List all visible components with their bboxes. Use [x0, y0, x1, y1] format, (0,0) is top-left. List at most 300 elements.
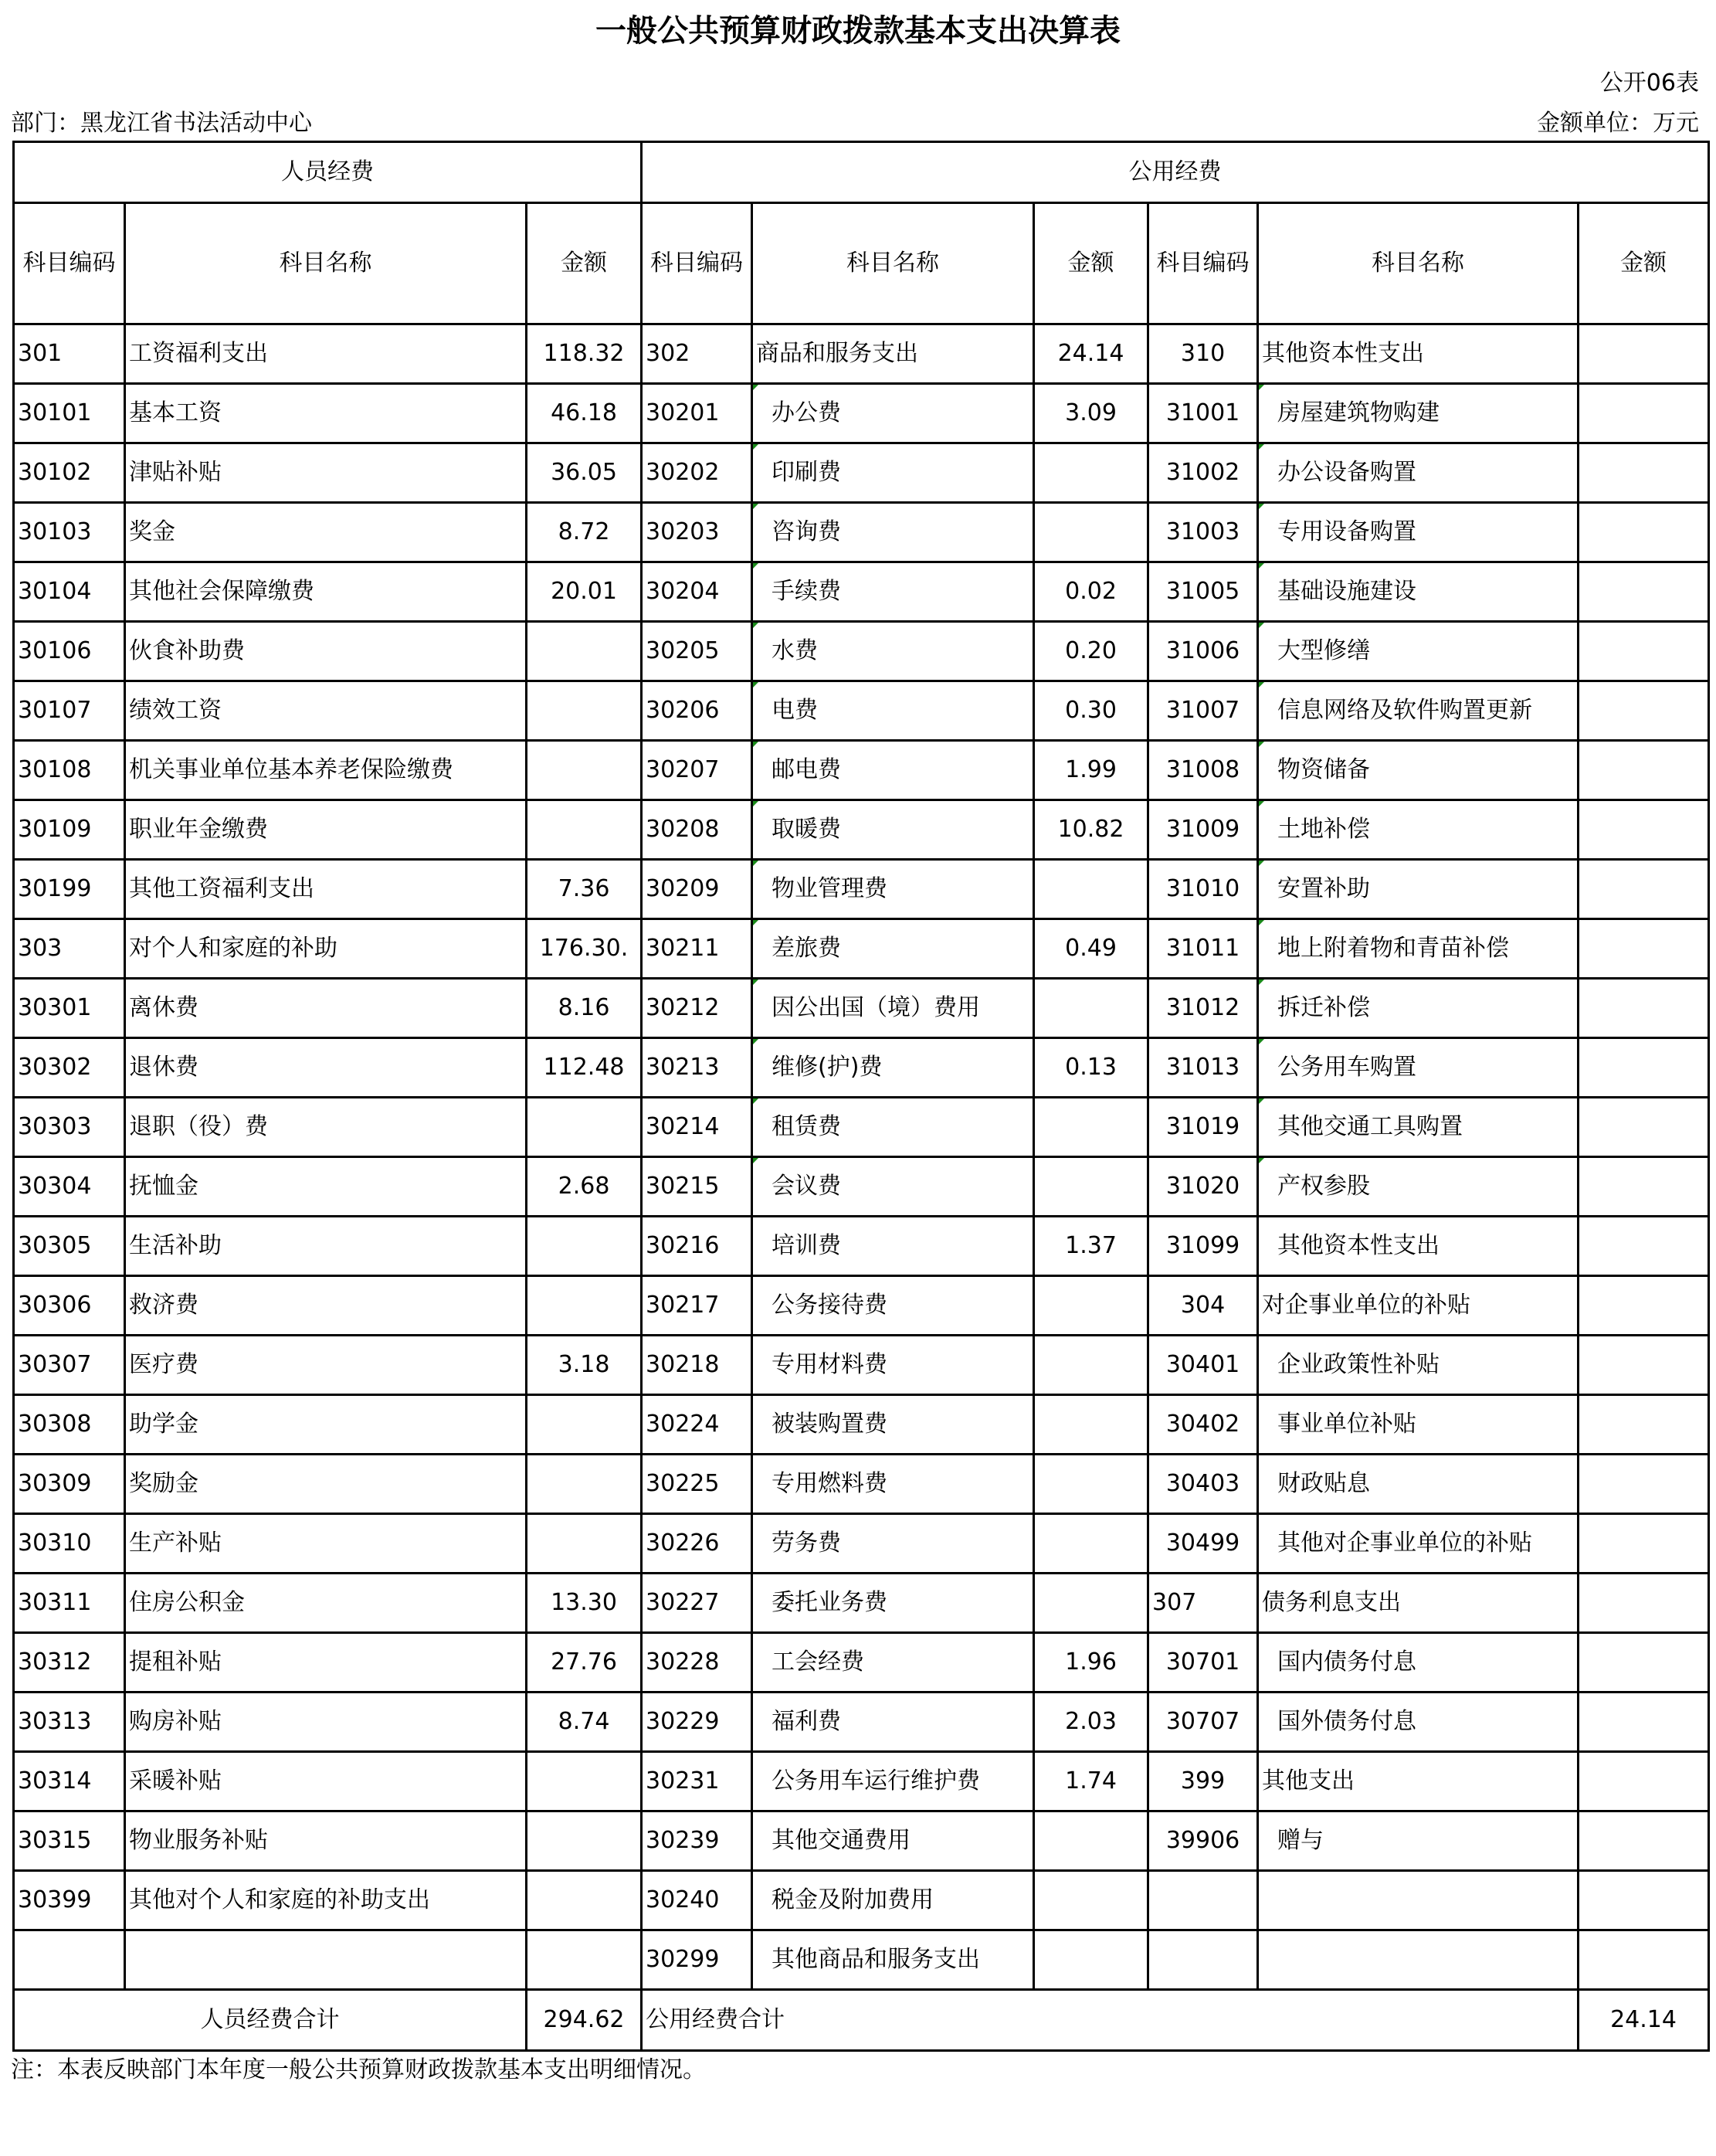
personnel-name: 提租补贴	[125, 1633, 527, 1693]
public-amount	[1034, 1157, 1148, 1217]
personnel-name: 退休费	[125, 1038, 527, 1098]
public-code: 30231	[642, 1752, 752, 1811]
col-header-amount: 金额	[1579, 203, 1709, 324]
personnel-code: 30315	[14, 1811, 125, 1871]
personnel-total-label: 人员经费合计	[14, 1990, 527, 2051]
public-amount	[1034, 1455, 1148, 1514]
capital-name: 财政贴息	[1258, 1455, 1579, 1514]
personnel-code: 30309	[14, 1455, 125, 1514]
capital-code: 31008	[1148, 741, 1258, 800]
capital-name: 公务用车购置	[1258, 1038, 1579, 1098]
public-amount	[1034, 1811, 1148, 1871]
capital-code: 31020	[1148, 1157, 1258, 1217]
public-amount	[1034, 1336, 1148, 1395]
capital-code: 30701	[1148, 1633, 1258, 1693]
public-code: 30227	[642, 1574, 752, 1633]
capital-code: 31013	[1148, 1038, 1258, 1098]
table-row	[14, 800, 1709, 860]
public-name: 其他商品和服务支出	[752, 1930, 1034, 1990]
personnel-name: 物业服务补贴	[125, 1811, 527, 1871]
capital-name: 地上附着物和青苗补偿	[1258, 919, 1579, 979]
capital-code: 31012	[1148, 979, 1258, 1038]
capital-code: 31010	[1148, 860, 1258, 919]
public-code: 30214	[642, 1098, 752, 1157]
public-name: 水费	[752, 622, 1034, 681]
capital-amount	[1579, 1693, 1709, 1752]
public-name: 商品和服务支出	[752, 324, 1034, 384]
col-header-name: 科目名称	[1258, 203, 1579, 324]
page-title: 一般公共预算财政拨款基本支出决算表	[595, 13, 1121, 49]
public-code: 30213	[642, 1038, 752, 1098]
personnel-name: 救济费	[125, 1276, 527, 1336]
personnel-name: 其他工资福利支出	[125, 860, 527, 919]
table-row	[14, 384, 1709, 443]
public-code: 30211	[642, 919, 752, 979]
capital-amount	[1579, 1455, 1709, 1514]
public-amount: 0.13	[1034, 1038, 1148, 1098]
public-name: 税金及附加费用	[752, 1871, 1034, 1930]
capital-name: 其他资本性支出	[1258, 1217, 1579, 1276]
capital-code: 30707	[1148, 1693, 1258, 1752]
capital-name: 债务利息支出	[1258, 1574, 1579, 1633]
public-name: 电费	[752, 681, 1034, 741]
capital-amount	[1579, 1811, 1709, 1871]
capital-amount	[1579, 324, 1709, 384]
table-row	[14, 562, 1709, 622]
public-name: 印刷费	[752, 443, 1034, 503]
capital-code: 31001	[1148, 384, 1258, 443]
capital-code: 31007	[1148, 681, 1258, 741]
capital-amount	[1579, 860, 1709, 919]
capital-code: 30402	[1148, 1395, 1258, 1455]
capital-amount	[1579, 1038, 1709, 1098]
capital-amount	[1579, 1574, 1709, 1633]
table-row	[14, 1455, 1709, 1514]
public-name: 维修(护)费	[752, 1038, 1034, 1098]
personnel-name: 生活补助	[125, 1217, 527, 1276]
table-row	[14, 1693, 1709, 1752]
personnel-code: 30107	[14, 681, 125, 741]
personnel-amount	[527, 1930, 642, 1990]
capital-code: 31019	[1148, 1098, 1258, 1157]
personnel-code: 30109	[14, 800, 125, 860]
personnel-amount	[527, 1217, 642, 1276]
public-code: 30226	[642, 1514, 752, 1574]
personnel-name	[125, 1930, 527, 1990]
capital-code: 30403	[1148, 1455, 1258, 1514]
personnel-code: 303	[14, 919, 125, 979]
public-total-amount: 24.14	[1579, 1990, 1709, 2051]
personnel-name: 工资福利支出	[125, 324, 527, 384]
capital-name: 其他资本性支出	[1258, 324, 1579, 384]
public-name: 被装购置费	[752, 1395, 1034, 1455]
personnel-amount	[527, 1811, 642, 1871]
public-name: 因公出国（境）费用	[752, 979, 1034, 1038]
capital-amount	[1579, 800, 1709, 860]
public-name: 公务用车运行维护费	[752, 1752, 1034, 1811]
public-code: 30216	[642, 1217, 752, 1276]
personnel-name: 绩效工资	[125, 681, 527, 741]
table-row	[14, 741, 1709, 800]
personnel-code: 30306	[14, 1276, 125, 1336]
capital-code: 31009	[1148, 800, 1258, 860]
table-row	[14, 860, 1709, 919]
personnel-name: 离休费	[125, 979, 527, 1038]
capital-name: 土地补偿	[1258, 800, 1579, 860]
public-code: 30215	[642, 1157, 752, 1217]
personnel-amount: 2.68	[527, 1157, 642, 1217]
capital-name: 赠与	[1258, 1811, 1579, 1871]
public-amount: 10.82	[1034, 800, 1148, 860]
personnel-code: 30399	[14, 1871, 125, 1930]
personnel-code: 30101	[14, 384, 125, 443]
capital-amount	[1579, 1098, 1709, 1157]
capital-amount	[1579, 1217, 1709, 1276]
capital-code: 31011	[1148, 919, 1258, 979]
capital-amount	[1579, 1336, 1709, 1395]
section-personnel: 人员经费	[14, 142, 642, 203]
personnel-amount: 13.30	[527, 1574, 642, 1633]
col-header-code: 科目编码	[14, 203, 125, 324]
table-row	[14, 1752, 1709, 1811]
public-amount	[1034, 1395, 1148, 1455]
capital-amount	[1579, 1514, 1709, 1574]
personnel-code: 30302	[14, 1038, 125, 1098]
capital-code: 30499	[1148, 1514, 1258, 1574]
personnel-total-amount: 294.62	[527, 1990, 642, 2051]
section-header-row	[14, 142, 1709, 203]
public-name: 专用燃料费	[752, 1455, 1034, 1514]
public-amount	[1034, 503, 1148, 562]
capital-name: 国外债务付息	[1258, 1693, 1579, 1752]
public-amount: 1.37	[1034, 1217, 1148, 1276]
personnel-amount: 27.76	[527, 1633, 642, 1693]
public-code: 30240	[642, 1871, 752, 1930]
personnel-name: 采暖补贴	[125, 1752, 527, 1811]
personnel-code: 30305	[14, 1217, 125, 1276]
personnel-code: 301	[14, 324, 125, 384]
personnel-name: 医疗费	[125, 1336, 527, 1395]
capital-name: 专用设备购置	[1258, 503, 1579, 562]
expenditure-table	[12, 141, 1710, 2052]
public-code: 30218	[642, 1336, 752, 1395]
public-amount	[1034, 1514, 1148, 1574]
section-public: 公用经费	[642, 142, 1709, 203]
capital-amount	[1579, 979, 1709, 1038]
public-amount: 0.49	[1034, 919, 1148, 979]
table-row	[14, 1217, 1709, 1276]
table-row	[14, 1811, 1709, 1871]
personnel-name: 生产补贴	[125, 1514, 527, 1574]
personnel-code: 30108	[14, 741, 125, 800]
capital-amount	[1579, 503, 1709, 562]
public-amount	[1034, 860, 1148, 919]
capital-name: 物资储备	[1258, 741, 1579, 800]
personnel-name: 津贴补贴	[125, 443, 527, 503]
personnel-name: 基本工资	[125, 384, 527, 443]
public-name: 手续费	[752, 562, 1034, 622]
public-code: 30225	[642, 1455, 752, 1514]
public-amount: 1.74	[1034, 1752, 1148, 1811]
personnel-amount	[527, 1395, 642, 1455]
personnel-amount: 46.18	[527, 384, 642, 443]
personnel-name: 退职（役）费	[125, 1098, 527, 1157]
table-row	[14, 1871, 1709, 1930]
personnel-amount: 7.36	[527, 860, 642, 919]
personnel-amount	[527, 681, 642, 741]
personnel-name: 奖励金	[125, 1455, 527, 1514]
totals-row	[14, 1990, 1709, 2051]
personnel-amount: 3.18	[527, 1336, 642, 1395]
capital-amount	[1579, 622, 1709, 681]
public-code: 30203	[642, 503, 752, 562]
personnel-amount: 118.32	[527, 324, 642, 384]
public-amount	[1034, 1930, 1148, 1990]
footnote: 注：本表反映部门本年度一般公共预算财政拨款基本支出明细情况。	[11, 2056, 706, 2083]
public-amount: 24.14	[1034, 324, 1148, 384]
personnel-amount	[527, 1276, 642, 1336]
col-header-code: 科目编码	[1148, 203, 1258, 324]
public-amount: 1.99	[1034, 741, 1148, 800]
personnel-amount: 8.72	[527, 503, 642, 562]
public-code: 30217	[642, 1276, 752, 1336]
capital-code: 31002	[1148, 443, 1258, 503]
personnel-amount: 20.01	[527, 562, 642, 622]
public-amount	[1034, 1871, 1148, 1930]
personnel-name: 职业年金缴费	[125, 800, 527, 860]
personnel-name: 购房补贴	[125, 1693, 527, 1752]
personnel-code: 30199	[14, 860, 125, 919]
public-code: 30228	[642, 1633, 752, 1693]
capital-name	[1258, 1871, 1579, 1930]
capital-amount	[1579, 1930, 1709, 1990]
personnel-amount: 36.05	[527, 443, 642, 503]
capital-code: 399	[1148, 1752, 1258, 1811]
public-code: 30209	[642, 860, 752, 919]
public-name: 咨询费	[752, 503, 1034, 562]
capital-code: 30401	[1148, 1336, 1258, 1395]
personnel-name: 其他对个人和家庭的补助支出	[125, 1871, 527, 1930]
capital-name	[1258, 1930, 1579, 1990]
personnel-code: 30310	[14, 1514, 125, 1574]
personnel-amount: 8.16	[527, 979, 642, 1038]
public-code: 30204	[642, 562, 752, 622]
personnel-code: 30308	[14, 1395, 125, 1455]
capital-amount	[1579, 1276, 1709, 1336]
capital-code: 31099	[1148, 1217, 1258, 1276]
form-number: 公开06表	[1599, 70, 1699, 97]
public-code: 30224	[642, 1395, 752, 1455]
capital-name: 对企事业单位的补贴	[1258, 1276, 1579, 1336]
capital-name: 大型修缮	[1258, 622, 1579, 681]
capital-name: 其他对企事业单位的补贴	[1258, 1514, 1579, 1574]
personnel-name: 助学金	[125, 1395, 527, 1455]
capital-name: 拆迁补偿	[1258, 979, 1579, 1038]
personnel-name: 伙食补助费	[125, 622, 527, 681]
public-name: 租赁费	[752, 1098, 1034, 1157]
table-row	[14, 324, 1709, 384]
personnel-code: 30313	[14, 1693, 125, 1752]
capital-name: 产权参股	[1258, 1157, 1579, 1217]
public-name: 培训费	[752, 1217, 1034, 1276]
public-amount: 2.03	[1034, 1693, 1148, 1752]
public-code: 302	[642, 324, 752, 384]
personnel-code: 30307	[14, 1336, 125, 1395]
personnel-amount	[527, 1455, 642, 1514]
col-header-name: 科目名称	[125, 203, 527, 324]
capital-code: 31003	[1148, 503, 1258, 562]
personnel-amount: 176.30.	[527, 919, 642, 979]
public-code: 30207	[642, 741, 752, 800]
table-row	[14, 503, 1709, 562]
capital-code: 307	[1148, 1574, 1258, 1633]
personnel-amount	[527, 1871, 642, 1930]
public-name: 工会经费	[752, 1633, 1034, 1693]
capital-amount	[1579, 681, 1709, 741]
col-header-code: 科目编码	[642, 203, 752, 324]
public-code: 30239	[642, 1811, 752, 1871]
table-row	[14, 1514, 1709, 1574]
personnel-amount	[527, 622, 642, 681]
personnel-code: 30304	[14, 1157, 125, 1217]
personnel-amount	[527, 1752, 642, 1811]
public-code: 30202	[642, 443, 752, 503]
capital-name: 基础设施建设	[1258, 562, 1579, 622]
table-row	[14, 1336, 1709, 1395]
public-name: 劳务费	[752, 1514, 1034, 1574]
capital-name: 安置补助	[1258, 860, 1579, 919]
public-code: 30208	[642, 800, 752, 860]
personnel-amount	[527, 1514, 642, 1574]
capital-amount	[1579, 1871, 1709, 1930]
table-row	[14, 1038, 1709, 1098]
public-code: 30299	[642, 1930, 752, 1990]
capital-name: 办公设备购置	[1258, 443, 1579, 503]
personnel-name: 对个人和家庭的补助	[125, 919, 527, 979]
public-name: 物业管理费	[752, 860, 1034, 919]
public-amount	[1034, 979, 1148, 1038]
capital-amount	[1579, 1752, 1709, 1811]
capital-amount	[1579, 384, 1709, 443]
public-amount: 1.96	[1034, 1633, 1148, 1693]
personnel-code: 30106	[14, 622, 125, 681]
capital-amount	[1579, 443, 1709, 503]
public-amount: 0.20	[1034, 622, 1148, 681]
public-code: 30205	[642, 622, 752, 681]
capital-name: 房屋建筑物购建	[1258, 384, 1579, 443]
capital-amount	[1579, 562, 1709, 622]
capital-name: 信息网络及软件购置更新	[1258, 681, 1579, 741]
capital-code	[1148, 1871, 1258, 1930]
table-row	[14, 919, 1709, 979]
capital-amount	[1579, 1395, 1709, 1455]
public-code: 30206	[642, 681, 752, 741]
table-row	[14, 622, 1709, 681]
public-code: 30212	[642, 979, 752, 1038]
capital-code: 31005	[1148, 562, 1258, 622]
public-name: 办公费	[752, 384, 1034, 443]
public-name: 差旅费	[752, 919, 1034, 979]
personnel-code	[14, 1930, 125, 1990]
public-name: 专用材料费	[752, 1336, 1034, 1395]
personnel-name: 住房公积金	[125, 1574, 527, 1633]
public-amount: 0.02	[1034, 562, 1148, 622]
col-header-amount: 金额	[1034, 203, 1148, 324]
col-header-name: 科目名称	[752, 203, 1034, 324]
public-name: 公务接待费	[752, 1276, 1034, 1336]
capital-name: 事业单位补贴	[1258, 1395, 1579, 1455]
public-amount: 3.09	[1034, 384, 1148, 443]
personnel-name: 奖金	[125, 503, 527, 562]
personnel-amount: 8.74	[527, 1693, 642, 1752]
personnel-name: 抚恤金	[125, 1157, 527, 1217]
capital-code: 39906	[1148, 1811, 1258, 1871]
capital-name: 其他交通工具购置	[1258, 1098, 1579, 1157]
capital-name: 企业政策性补贴	[1258, 1336, 1579, 1395]
capital-amount	[1579, 1633, 1709, 1693]
public-code: 30229	[642, 1693, 752, 1752]
department-label: 部门：黑龙江省书法活动中心	[11, 110, 312, 137]
table-row	[14, 1157, 1709, 1217]
personnel-code: 30301	[14, 979, 125, 1038]
personnel-amount	[527, 1098, 642, 1157]
public-amount: 0.30	[1034, 681, 1148, 741]
personnel-amount: 112.48	[527, 1038, 642, 1098]
personnel-code: 30303	[14, 1098, 125, 1157]
personnel-code: 30102	[14, 443, 125, 503]
public-name: 委托业务费	[752, 1574, 1034, 1633]
public-amount	[1034, 1276, 1148, 1336]
capital-code: 310	[1148, 324, 1258, 384]
public-amount	[1034, 1098, 1148, 1157]
col-header-amount: 金额	[527, 203, 642, 324]
public-code: 30201	[642, 384, 752, 443]
public-amount	[1034, 443, 1148, 503]
table-row	[14, 1930, 1709, 1990]
personnel-amount	[527, 741, 642, 800]
capital-amount	[1579, 741, 1709, 800]
unit-label: 金额单位：万元	[1537, 110, 1699, 137]
table-row	[14, 681, 1709, 741]
public-name: 其他交通费用	[752, 1811, 1034, 1871]
personnel-code: 30312	[14, 1633, 125, 1693]
public-name: 会议费	[752, 1157, 1034, 1217]
personnel-amount	[527, 800, 642, 860]
table-row	[14, 443, 1709, 503]
public-name: 邮电费	[752, 741, 1034, 800]
personnel-code: 30103	[14, 503, 125, 562]
table-row	[14, 979, 1709, 1038]
capital-name: 其他支出	[1258, 1752, 1579, 1811]
capital-amount	[1579, 1157, 1709, 1217]
public-name: 福利费	[752, 1693, 1034, 1752]
personnel-code: 30311	[14, 1574, 125, 1633]
public-name: 取暖费	[752, 800, 1034, 860]
public-total-label: 公用经费合计	[642, 1990, 1579, 2051]
personnel-name: 机关事业单位基本养老保险缴费	[125, 741, 527, 800]
table-row	[14, 1098, 1709, 1157]
column-header-row	[14, 203, 1709, 324]
personnel-code: 30314	[14, 1752, 125, 1811]
table-row	[14, 1276, 1709, 1336]
table-row	[14, 1395, 1709, 1455]
table-row	[14, 1633, 1709, 1693]
capital-code: 304	[1148, 1276, 1258, 1336]
capital-amount	[1579, 919, 1709, 979]
public-amount	[1034, 1574, 1148, 1633]
capital-code	[1148, 1930, 1258, 1990]
capital-code: 31006	[1148, 622, 1258, 681]
